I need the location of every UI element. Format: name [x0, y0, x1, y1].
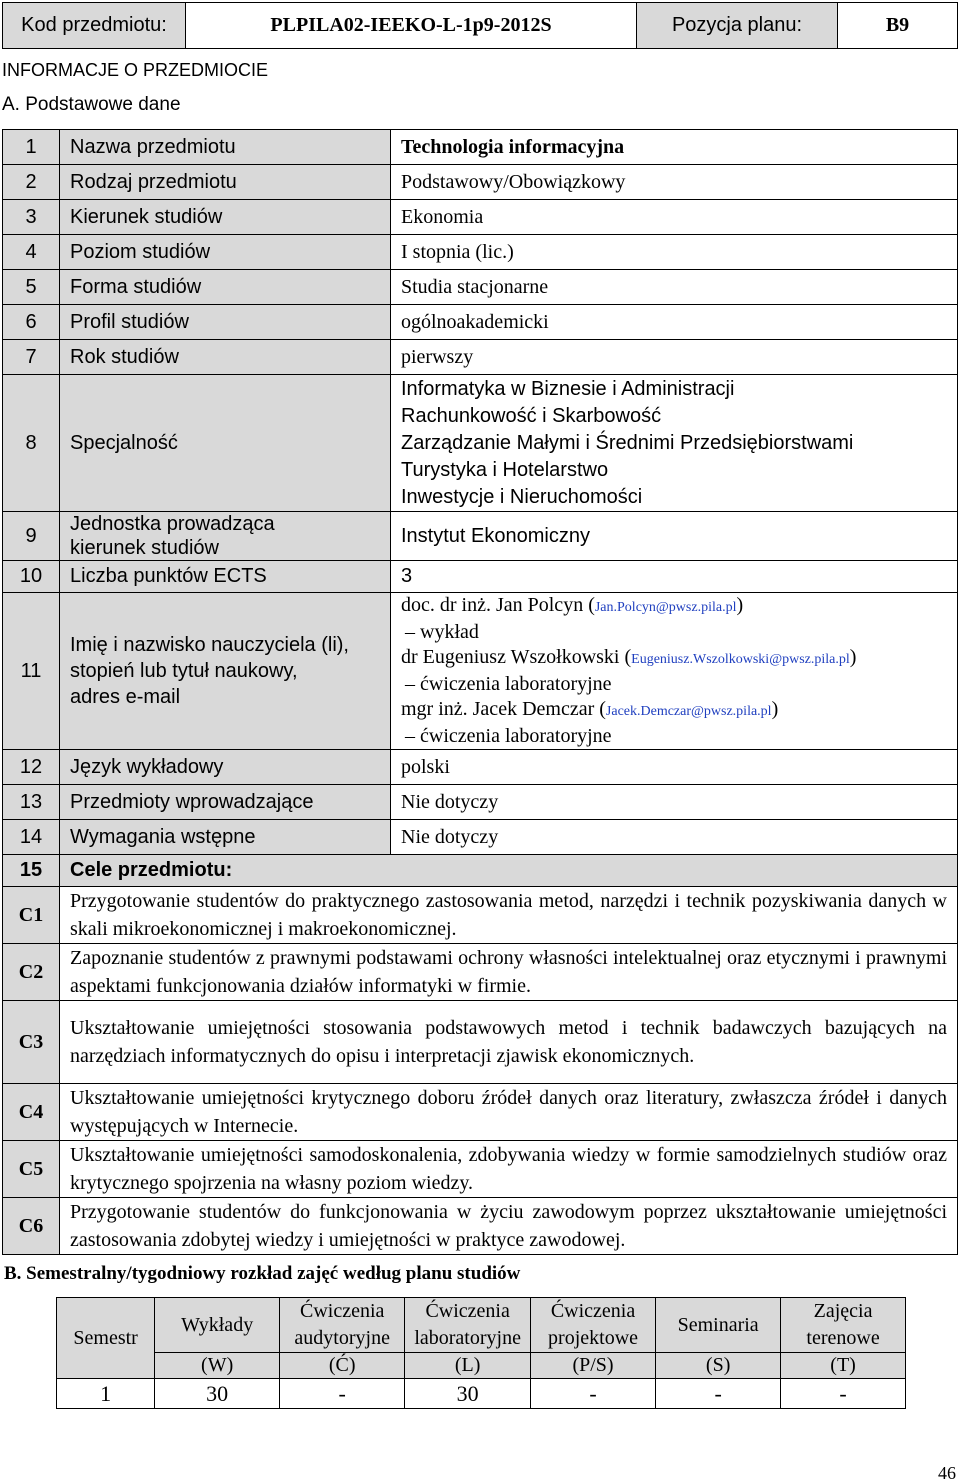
goal-code: C3 [3, 1001, 60, 1084]
row-value: Instytut Ekonomiczny [391, 512, 958, 561]
specialization-item: Inwestycje i Nieruchomości [401, 485, 643, 508]
position-value: B9 [838, 3, 958, 49]
table-row [3, 270, 958, 305]
row-label: Poziom studiów [60, 235, 391, 270]
section-title: INFORMACJE O PRZEDMIOCIE [2, 60, 269, 80]
goal-row [3, 1198, 958, 1255]
teacher-label-line: adres e-mail [70, 686, 181, 708]
teacher-name-line [401, 593, 957, 620]
row-label [60, 593, 391, 750]
row-number: 11 [3, 593, 60, 750]
schedule-cell: 1 [57, 1379, 155, 1409]
specialization-values [391, 375, 958, 512]
row-label: Rok studiów [60, 340, 391, 375]
goal-text: Przygotowanie studentów do funkcjonowania w życiu zawodowym poprzez ukształtowanie umiejętności zastosowania zdobytej wiedzy i umiejętności w praktyce zawodowej. [60, 1198, 958, 1255]
schedule-column-abbr: (P/S) [530, 1353, 655, 1379]
table-row [3, 130, 958, 165]
header-table [2, 2, 958, 49]
table-row [3, 820, 958, 855]
row-value: Ekonomia [391, 200, 958, 235]
teacher-close: ) [849, 646, 857, 668]
goal-text: Ukształtowanie umiejętności krytycznego doboru źródeł danych oraz literatury, zwłaszcza źródeł i danych występujących w Internecie. [60, 1084, 958, 1141]
table-row [3, 512, 958, 561]
teacher-close: ) [736, 594, 744, 616]
schedule-column-header [155, 1298, 280, 1353]
goal-text: Ukształtowanie umiejętności stosowania podstawowych metod i technik badawczych bazujących na narzędziach informatycznych do opisu i interpretacji zjawisk ekonomicznych. [60, 1001, 958, 1084]
row-number: 9 [3, 512, 60, 561]
row-label: Specjalność [60, 375, 391, 512]
teacher-name: doc. dr inż. Jan Polcyn ( [401, 594, 595, 616]
row-label: Język wykładowy [60, 750, 391, 785]
goal-code: C6 [3, 1198, 60, 1255]
teacher-role: – wykład [405, 621, 479, 643]
schedule-column-name: Wykłady [181, 1313, 254, 1336]
row-number: 5 [3, 270, 60, 305]
row-value: Technologia informacyjna [391, 130, 958, 165]
teacher-name: mgr inż. Jacek Demczar ( [401, 698, 606, 720]
table-row [3, 375, 958, 512]
goal-row [3, 944, 958, 1001]
schedule-abbr-row [57, 1353, 906, 1379]
row-number: 4 [3, 235, 60, 270]
basic-data-table [2, 129, 958, 1255]
goal-text: Ukształtowanie umiejętności samodoskonalenia, zdobywania wiedzy w formie samodzielnych studiów oraz krytycznego spojrzenia na własny poziom wiedzy. [60, 1141, 958, 1198]
schedule-column-name: Ćwiczenia [550, 1300, 636, 1322]
schedule-table [56, 1297, 906, 1409]
row-label: Przedmioty wprowadzające [60, 785, 391, 820]
row-value: 3 [391, 561, 958, 593]
row-label: Nazwa przedmiotu [60, 130, 391, 165]
row-value: Nie dotyczy [391, 785, 958, 820]
semester-header: Semestr [57, 1298, 155, 1379]
goals-header-label: Cele przedmiotu: [60, 855, 958, 887]
section-a-title: A. Podstawowe dane [2, 94, 181, 115]
teacher-role: – ćwiczenia laboratoryjne [405, 673, 612, 695]
row-label: Wymagania wstępne [60, 820, 391, 855]
specialization-item: Rachunkowość i Skarbowość [401, 404, 662, 427]
schedule-column-header [530, 1298, 655, 1353]
schedule-data-row [57, 1379, 906, 1409]
goal-code: C4 [3, 1084, 60, 1141]
teacher-role: – ćwiczenia laboratoryjne [405, 725, 612, 747]
teachers-list [391, 593, 958, 750]
table-row [3, 200, 958, 235]
schedule-column-abbr: (Ć) [280, 1353, 405, 1379]
row-label: Liczba punktów ECTS [60, 561, 391, 593]
teacher-name-line [401, 645, 957, 672]
row-number: 10 [3, 561, 60, 593]
row-number: 2 [3, 165, 60, 200]
unit-label-line: Jednostka prowadząca [70, 513, 275, 535]
table-row [3, 165, 958, 200]
row-value: Studia stacjonarne [391, 270, 958, 305]
schedule-column-abbr: (S) [656, 1353, 781, 1379]
teacher-name-line [401, 697, 957, 724]
goal-row [3, 1084, 958, 1141]
row-value: Nie dotyczy [391, 820, 958, 855]
row-value: Podstawowy/Obowiązkowy [391, 165, 958, 200]
table-row [3, 340, 958, 375]
schedule-column-name: audytoryjne [294, 1327, 390, 1349]
row-number: 14 [3, 820, 60, 855]
schedule-column-header [405, 1298, 531, 1353]
row-label [60, 512, 391, 561]
row-number: 8 [3, 375, 60, 512]
row-label: Profil studiów [60, 305, 391, 340]
schedule-column-abbr: (L) [405, 1353, 531, 1379]
row-value: pierwszy [391, 340, 958, 375]
row-label: Rodzaj przedmiotu [60, 165, 391, 200]
goal-code: C2 [3, 944, 60, 1001]
table-row [3, 750, 958, 785]
schedule-header-row [57, 1298, 906, 1353]
schedule-column-header [280, 1298, 405, 1353]
schedule-cell: - [656, 1379, 781, 1409]
goal-code: C1 [3, 887, 60, 944]
schedule-column-name: Ćwiczenia [425, 1300, 510, 1322]
teacher-email: Eugeniusz.Wszolkowski@pwsz.pila.pl [631, 652, 850, 667]
teacher-name: dr Eugeniusz Wszołkowski ( [401, 646, 632, 668]
position-label: Pozycja planu: [637, 3, 838, 49]
row-number: 12 [3, 750, 60, 785]
schedule-column-header [781, 1298, 906, 1353]
row-number: 1 [3, 130, 60, 165]
schedule-column-name: Seminaria [677, 1313, 759, 1336]
goal-text: Zapoznanie studentów z prawnymi podstawami ochrony własności intelektualnej oraz etycznymi i prawnymi aspektami funkcjonowania działów informatyki w firmie. [60, 944, 958, 1001]
table-row [3, 305, 958, 340]
schedule-cell: - [530, 1379, 655, 1409]
section-b-title: B. Semestralny/tygodniowy rozkład zajęć według planu studiów [4, 1263, 521, 1284]
code-label: Kod przedmiotu: [3, 3, 186, 49]
table-row [3, 593, 958, 750]
schedule-cell: - [280, 1379, 405, 1409]
unit-label-line: kierunek studiów [70, 537, 219, 559]
teacher-email: Jan.Polcyn@pwsz.pila.pl [594, 600, 737, 615]
teacher-close: ) [771, 698, 779, 720]
row-number: 3 [3, 200, 60, 235]
goal-row [3, 1001, 958, 1084]
schedule-column-abbr: (T) [781, 1353, 906, 1379]
goal-row [3, 887, 958, 944]
row-value: I stopnia (lic.) [391, 235, 958, 270]
goal-text: Przygotowanie studentów do praktycznego zastosowania metod, narzędzi i technik pozyskiwania danych w skali mikroekonomicznej i makroekonomicznej. [60, 887, 958, 944]
row-value: ogólnoakademicki [391, 305, 958, 340]
teacher-email: Jacek.Demczar@pwsz.pila.pl [605, 704, 772, 719]
goal-row [3, 1141, 958, 1198]
goal-code: C5 [3, 1141, 60, 1198]
code-value: PLPILA02-IEEKO-L-1p9-2012S [186, 3, 637, 49]
teacher-label-line: Imię i nazwisko nauczyciela (li), [70, 634, 349, 656]
schedule-column-header [656, 1298, 781, 1353]
table-row [3, 855, 958, 887]
specialization-item: Turystyka i Hotelarstwo [401, 458, 609, 481]
teacher-label-line: stopień lub tytuł naukowy, [70, 660, 298, 682]
schedule-column-name: projektowe [548, 1327, 639, 1349]
table-row [3, 235, 958, 270]
row-number: 6 [3, 305, 60, 340]
row-number: 15 [3, 855, 60, 887]
schedule-column-name: Ćwiczenia [299, 1300, 385, 1322]
specialization-item: Informatyka w Biznesie i Administracji [401, 377, 735, 400]
schedule-column-name: laboratoryjne [414, 1327, 521, 1349]
row-number: 7 [3, 340, 60, 375]
specialization-item: Zarządzanie Małymi i Średnimi Przedsiębiorstwami [401, 431, 854, 454]
schedule-cell: 30 [405, 1379, 531, 1409]
row-label: Kierunek studiów [60, 200, 391, 235]
schedule-column-name: terenowe [806, 1327, 880, 1349]
table-row [3, 561, 958, 593]
row-value: polski [391, 750, 958, 785]
row-label: Forma studiów [60, 270, 391, 305]
schedule-cell: - [781, 1379, 906, 1409]
schedule-column-name: Zajęcia [813, 1300, 873, 1322]
schedule-cell: 30 [155, 1379, 280, 1409]
schedule-column-abbr: (W) [155, 1353, 280, 1379]
page-number: 46 [938, 1463, 956, 1483]
table-row [3, 785, 958, 820]
row-number: 13 [3, 785, 60, 820]
